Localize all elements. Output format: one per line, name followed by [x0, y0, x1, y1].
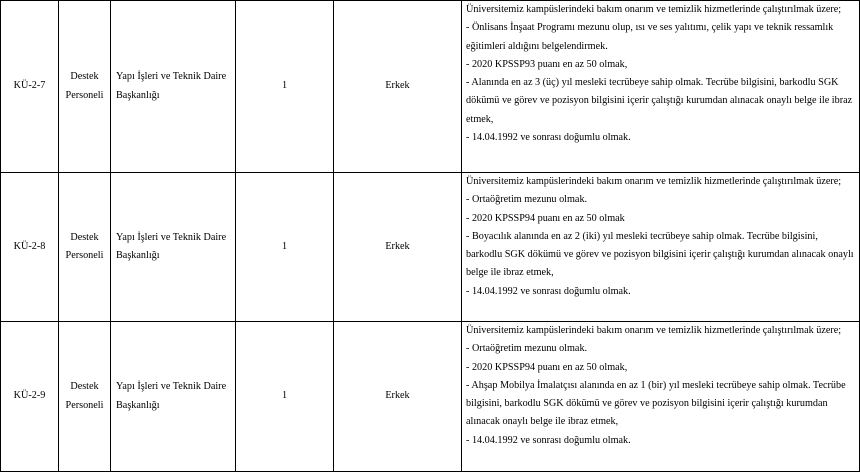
- department: Yapı İşleri ve Teknik Daire Başkanlığı: [111, 322, 236, 472]
- requirement-line: - Ortaöğretim mezunu olmak.: [466, 194, 588, 206]
- position-count: 1: [236, 1, 334, 173]
- requirement-line: - 14.04.1992 ve sonrası doğumlu olmak.: [466, 132, 631, 144]
- requirements-cell: [462, 1, 860, 173]
- department: Yapı İşleri ve Teknik Daire Başkanlığı: [111, 173, 236, 322]
- staff-type: Destek Personeli: [59, 1, 111, 173]
- department: Yapı İşleri ve Teknik Daire Başkanlığı: [111, 1, 236, 173]
- gender: Erkek: [334, 173, 462, 322]
- requirements-cell: [462, 173, 860, 322]
- gender: Erkek: [334, 1, 462, 173]
- requirement-line: Üniversitemiz kampüslerindeki bakım onarım ve temizlik hizmetlerinde çalıştırılmak üzere;: [466, 325, 842, 336]
- table-row: [1, 1, 860, 173]
- table-row: [1, 322, 860, 472]
- position-code: KÜ-2-9: [1, 322, 59, 472]
- requirement-line: - Alanında en az 3 (üç) yıl mesleki tecrübeye sahip olmak. Tecrübe bilgisini, barkodlu SGK dökümü ve görev ve pozisyon bilgisini içerir çalıştığı kurumdan alınacak onaylı belge ile ibraz etmek,: [466, 77, 853, 125]
- position-code: KÜ-2-8: [1, 173, 59, 322]
- table-row: [1, 173, 860, 322]
- requirement-line: - 2020 KPSSP94 puanı en az 50 olmak: [466, 212, 625, 224]
- requirement-line: - Ahşap Mobilya İmalatçısı alanında en az 1 (bir) yıl mesleki tecrübeye sahip olmak. Tecrübe bilgisini, barkodlu SGK dökümü ve görev ve pozisyon bilgisini içerir çalıştığı kurumdan alınacak onaylı belge ile ibraz etmek,: [466, 379, 846, 428]
- staff-type: Destek Personeli: [59, 322, 111, 472]
- requirement-line: Üniversitemiz kampüslerindeki bakım onarım ve temizlik hizmetlerinde çalıştırılmak üzere;: [466, 176, 842, 187]
- requirement-line: - 2020 KPSSP94 puanı en az 50 olmak,: [466, 361, 628, 373]
- requirement-line: - 14.04.1992 ve sonrası doğumlu olmak.: [466, 285, 631, 297]
- position-code: KÜ-2-7: [1, 1, 59, 173]
- requirement-line: - 14.04.1992 ve sonrası doğumlu olmak.: [466, 434, 631, 446]
- requirement-line: - Boyacılık alanında en az 2 (iki) yıl mesleki tecrübeye sahip olmak. Tecrübe bilgisini, barkodlu SGK dökümü ve görev ve pozisyon bilgisini içerir çalıştığı kurumdan alınacak onaylı belge ile ibraz etmek,: [466, 230, 854, 279]
- position-count: 1: [236, 173, 334, 322]
- gender: Erkek: [334, 322, 462, 472]
- requirement-line: - 2020 KPSSP93 puanı en az 50 olmak,: [466, 58, 628, 70]
- position-count: 1: [236, 322, 334, 472]
- requirement-line: Üniversitemiz kampüslerindeki bakım onarım ve temizlik hizmetlerinde çalıştırılmak üzere;: [466, 4, 842, 15]
- requirement-line: - Önlisans İnşaat Programı mezunu olup, ısı ve ses yalıtımı, çelik yapı ve teknik ressamlık eğitimleri aldığını belgelendirmek.: [466, 22, 834, 52]
- requirement-line: - Ortaöğretim mezunu olmak.: [466, 343, 588, 355]
- staff-type: Destek Personeli: [59, 173, 111, 322]
- requirements-cell: [462, 322, 860, 472]
